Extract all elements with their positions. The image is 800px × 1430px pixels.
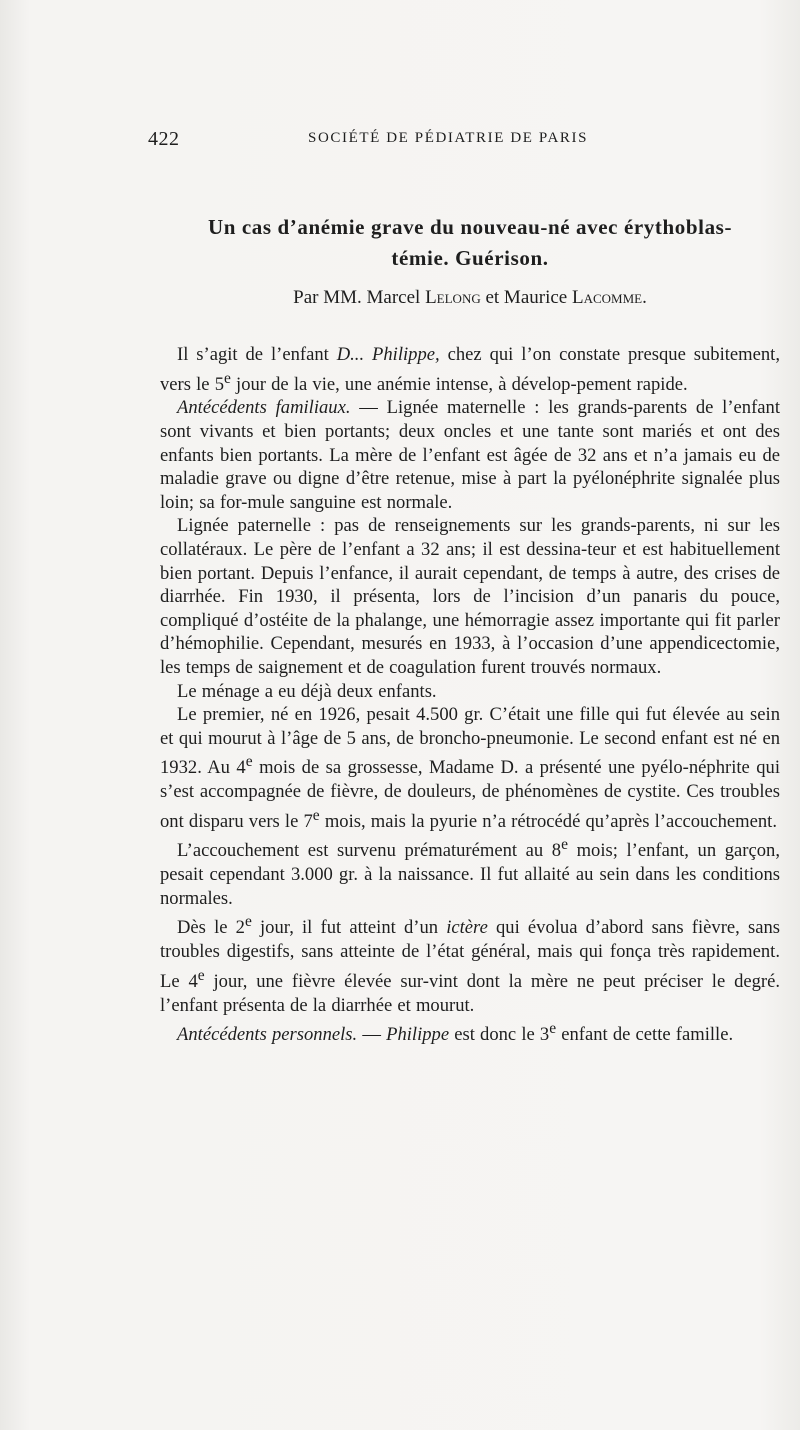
p8-text-c: enfant de cette famille.: [556, 1024, 734, 1046]
superscript: e: [549, 1020, 557, 1038]
page-number: 422: [148, 128, 180, 150]
p7-text-c: qui évolua d’abord sans fièvre, sans troubles digestifs, sans atteinte de l’état général, mais qui fonça très rapidement. Le 4: [160, 917, 780, 992]
authors-suffix: .: [642, 287, 647, 308]
section-label-family: Antécédents familiaux.: [177, 397, 351, 419]
p5-text-c: mois, mais la pyurie n’a rétrocédé qu’après l’accouchement.: [319, 810, 777, 832]
paragraph-jaundice: [160, 910, 780, 1017]
paragraph-delivery: [160, 833, 780, 910]
p5-text-a: Le premier, né en 1926, pesait 4.500 gr. C’était une fille qui fut élevée au sein et qui mourut à l’âge de 5 ans, de broncho-pneumonie. Le second enfant est né en 1932. Au 4: [160, 704, 780, 779]
term-ictere: ictère: [446, 917, 488, 939]
p6-text-a: L’accouchement est survenu prématurément au 8: [177, 840, 562, 862]
p1-text-a: Il s’agit de l’enfant: [177, 344, 337, 365]
paragraph-paternal-line: [160, 514, 780, 679]
p3-text: Lignée paternelle : pas de renseignements sur les grands-parents, ni sur les collatéraux. Le père de l’enfant a 32 ans; il est dessina-teur et est habituellement bien portant. Depuis l’enfance, il aurait cependant, de temps à autre, des crises de diarrhée. Fin 1930, il présenta, lors de l’incision d’un panaris du pouce, compliqué d’ostéite de la phalange, une hémorragie assez importante qui fit parler d’hémophilie. Cependant, mesurés en 1933, à l’occasion d’une appendicectomie, les temps de saignement et de coagulation furent trouvés normaux.: [160, 515, 780, 678]
author-1-surname: Lelong: [425, 287, 481, 308]
p8-text-b: est donc le 3: [449, 1024, 550, 1046]
title-line-1: Un cas d’anémie grave du nouveau-né avec érythoblas-: [207, 215, 733, 239]
patient-first-name: Philippe: [386, 1024, 450, 1046]
p1-text-d: jour de la vie, une anémie intense, à dévelop-pement rapide.: [230, 373, 688, 395]
p4-text: Le ménage a eu déjà deux enfants.: [177, 680, 437, 702]
p8-dash: —: [357, 1024, 387, 1046]
paragraph-children: [160, 680, 780, 704]
superscript: e: [312, 806, 320, 824]
page-header: [148, 126, 648, 156]
article-title: [150, 212, 790, 274]
p1-text-c: chez qui l’on constate presque subitement, vers le 5: [160, 344, 780, 395]
p7-text-d: jour, une fièvre élevée sur-vint dont la mère ne peut préciser le degré. l’enfant présenta de la diarrhée et mourut.: [160, 970, 781, 1016]
superscript: e: [224, 369, 231, 387]
section-label-personal: Antécédents personnels.: [177, 1024, 358, 1046]
p7-text-a: Dès le 2: [177, 917, 245, 939]
paragraph-family-history: [160, 396, 780, 514]
p7-text-b: jour, il fut atteint d’un: [251, 917, 447, 939]
superscript: e: [197, 966, 205, 984]
superscript: e: [561, 836, 568, 854]
author-2-surname: Lacomme: [571, 287, 643, 308]
article-authors: [150, 286, 790, 310]
authors-prefix: Par MM. Marcel: [293, 287, 426, 308]
p6-text-b: mois; l’enfant, un garçon, pesait cependant 3.000 gr. à la naissance. Il fut allaité au sein dans les conditions normales.: [160, 840, 780, 909]
superscript: e: [245, 753, 253, 771]
p5-text-b: mois de sa grossesse, Madame D. a présenté une pyélo-néphrite qui s’est accompagnée de fièvre, de douleurs, de phénomènes de cystite. Ces troubles ont disparu vers le 7: [160, 757, 780, 832]
patient-name: D... Philippe,: [336, 344, 440, 365]
paragraph-intro: [160, 343, 780, 396]
superscript: e: [244, 913, 252, 931]
p2-text: — Lignée maternelle : les grands-parents de l’enfant sont vivants et bien portants; deux oncles et une tante sont mariés et ont des enfants bien portants. La mère de l’enfant est âgée de 32 ans et n’a jamais eu de maladie grave ou digne d’être retenue, mise à part la pyélonéphrite signalée plus loin; sa for-mule sanguine est normale.: [160, 397, 780, 513]
paragraph-siblings: [160, 703, 780, 833]
paragraph-personal-history: [160, 1017, 780, 1047]
authors-join: et Maurice: [480, 287, 572, 308]
article-body: [160, 343, 780, 1047]
running-head: SOCIÉTÉ DE PÉDIATRIE DE PARIS: [308, 130, 589, 146]
title-line-2: témie. Guérison.: [391, 246, 549, 270]
